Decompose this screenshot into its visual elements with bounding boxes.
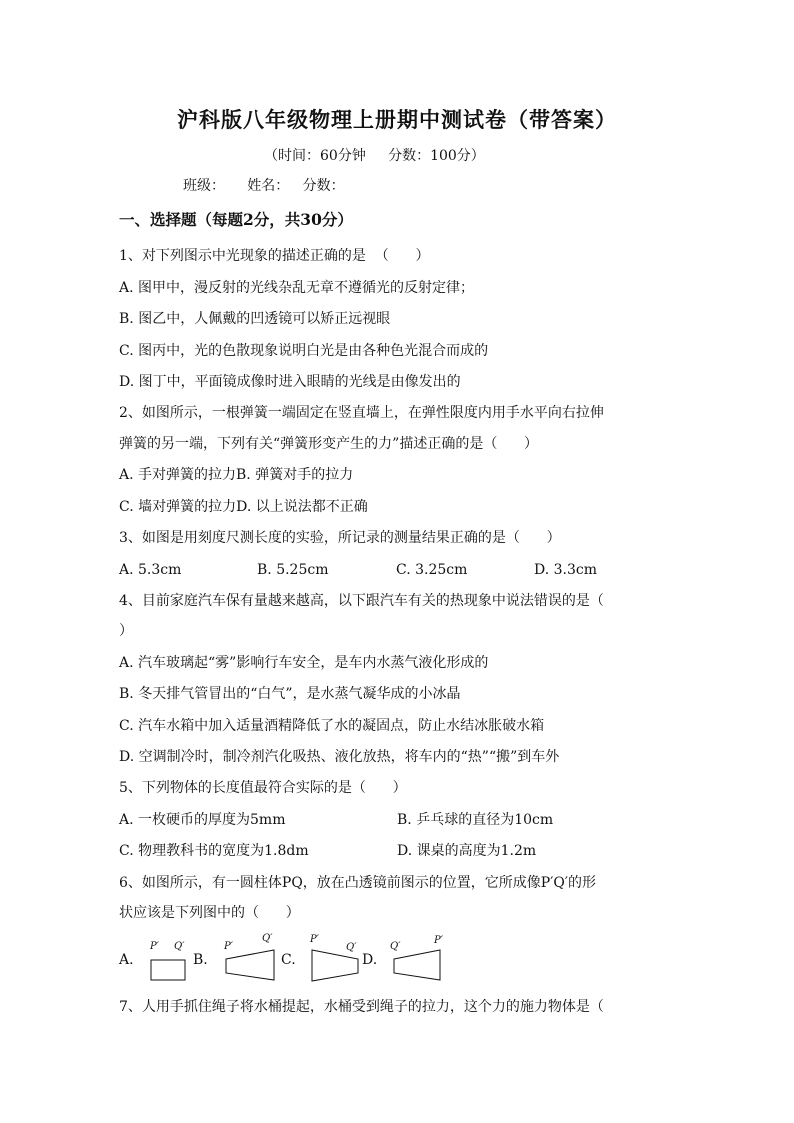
question-4-stem-line1: 4、目前家庭汽车保有量越来越高，以下跟汽车有关的热现象中说法错误的是（	[119, 593, 604, 609]
question-4-option-d: D. 空调制冷时，制冷剂汽化吸热、液化放热，将车内的“热”“搬”到车外	[119, 749, 560, 765]
option-a-rectangle	[151, 960, 185, 980]
option-c-p-label: P′	[310, 934, 319, 945]
question-7-stem: 7、人用手抓住绳子将水桶提起，水桶受到绳子的拉力，这个力的施力物体是（	[119, 999, 604, 1015]
option-b-figure	[222, 932, 280, 982]
option-a-figure	[146, 938, 190, 984]
question-6-label-b: B.	[193, 952, 208, 968]
student-info-line: 班级： 姓名： 分数：	[183, 178, 345, 194]
option-d-q-label: Q′	[390, 941, 401, 952]
option-b-trapezoid	[226, 950, 274, 980]
question-5-option-c: C. 物理教科书的宽度为1.8dm	[119, 843, 309, 859]
question-6-label-d: D.	[362, 952, 378, 968]
option-a-p-label: P′	[150, 941, 159, 952]
question-1-option-d: D. 图丁中，平面镜成像时进入眼睛的光线是由像发出的	[119, 374, 461, 390]
question-3-option-a: A. 5.3cm	[119, 562, 182, 578]
question-3-option-b: B. 5.25cm	[257, 562, 329, 578]
option-c-q-label: Q′	[346, 942, 357, 953]
question-1-option-a: A. 图甲中，漫反射的光线杂乱无章不遵循光的反射定律；	[119, 280, 475, 296]
question-5-option-d: D. 课桌的高度为1.2m	[397, 843, 537, 859]
option-b-q-label: Q′	[262, 933, 273, 944]
question-6-stem-line1: 6、如图所示，有一圆柱体PQ，放在凸透镜前图示的位置，它所成像P′Q′的形	[119, 875, 597, 891]
question-1-option-c: C. 图丙中，光的色散现象说明白光是由各种色光混合而成的	[119, 343, 489, 359]
option-c-trapezoid	[312, 950, 358, 981]
question-2-options-ab: A. 手对弹簧的拉力B. 弹簧对手的拉力	[119, 467, 354, 483]
question-2-options-cd: C. 墙对弹簧的拉力D. 以上说法都不正确	[119, 499, 368, 515]
question-5-option-b: B. 乒乓球的直径为10cm	[397, 812, 554, 828]
question-4-stem-line2: ）	[119, 623, 133, 639]
question-4-option-c: C. 汽车水箱中加入适量酒精降低了水的凝固点，防止水结冰胀破水箱	[119, 718, 545, 734]
question-6-label-c: C.	[281, 952, 296, 968]
question-2-stem-line1: 2、如图所示，一根弹簧一端固定在竖直墙上，在弹性限度内用手水平向右拉伸	[119, 405, 604, 421]
question-3-option-c: C. 3.25cm	[396, 562, 468, 578]
question-5-option-a: A. 一枚硬币的厚度为5mm	[119, 812, 286, 828]
page-title: 沪科版八年级物理上册期中测试卷（带答案）	[177, 107, 617, 132]
section-heading: 一、选择题（每题2分，共30分）	[119, 210, 353, 229]
option-b-p-label: P′	[224, 941, 233, 952]
option-d-trapezoid	[394, 950, 440, 980]
question-3-option-d: D. 3.3cm	[534, 562, 598, 578]
option-a-q-label: Q′	[174, 941, 185, 952]
question-1-stem: 1、对下列图示中光现象的描述正确的是 （ ）	[119, 248, 430, 264]
question-3-stem: 3、如图是用刻度尺测长度的实验，所记录的测量结果正确的是（ ）	[119, 530, 561, 546]
question-6-stem-line2: 状应该是下列图中的（ ）	[119, 905, 300, 921]
option-d-figure	[388, 932, 446, 982]
question-1-option-b: B. 图乙中，人佩戴的凹透镜可以矫正远视眼	[119, 311, 391, 327]
option-d-p-label: P′	[434, 935, 443, 946]
question-4-option-a: A. 汽车玻璃起“雾”影响行车安全，是车内水蒸气液化形成的	[119, 655, 489, 671]
question-4-option-b: B. 冬天排气管冒出的“白气”，是水蒸气凝华成的小冰晶	[119, 686, 461, 702]
question-2-stem-line2: 弹簧的另一端，下列有关“弹簧形变产生的力”描述正确的是（ ）	[119, 436, 539, 452]
option-c-figure	[306, 932, 364, 982]
question-3-options	[119, 560, 679, 580]
exam-subtitle: （时间：60分钟 分数：100分）	[264, 148, 485, 164]
question-6-label-a: A.	[119, 952, 134, 968]
question-5-stem: 5、下列物体的长度值最符合实际的是（ ）	[119, 780, 407, 796]
